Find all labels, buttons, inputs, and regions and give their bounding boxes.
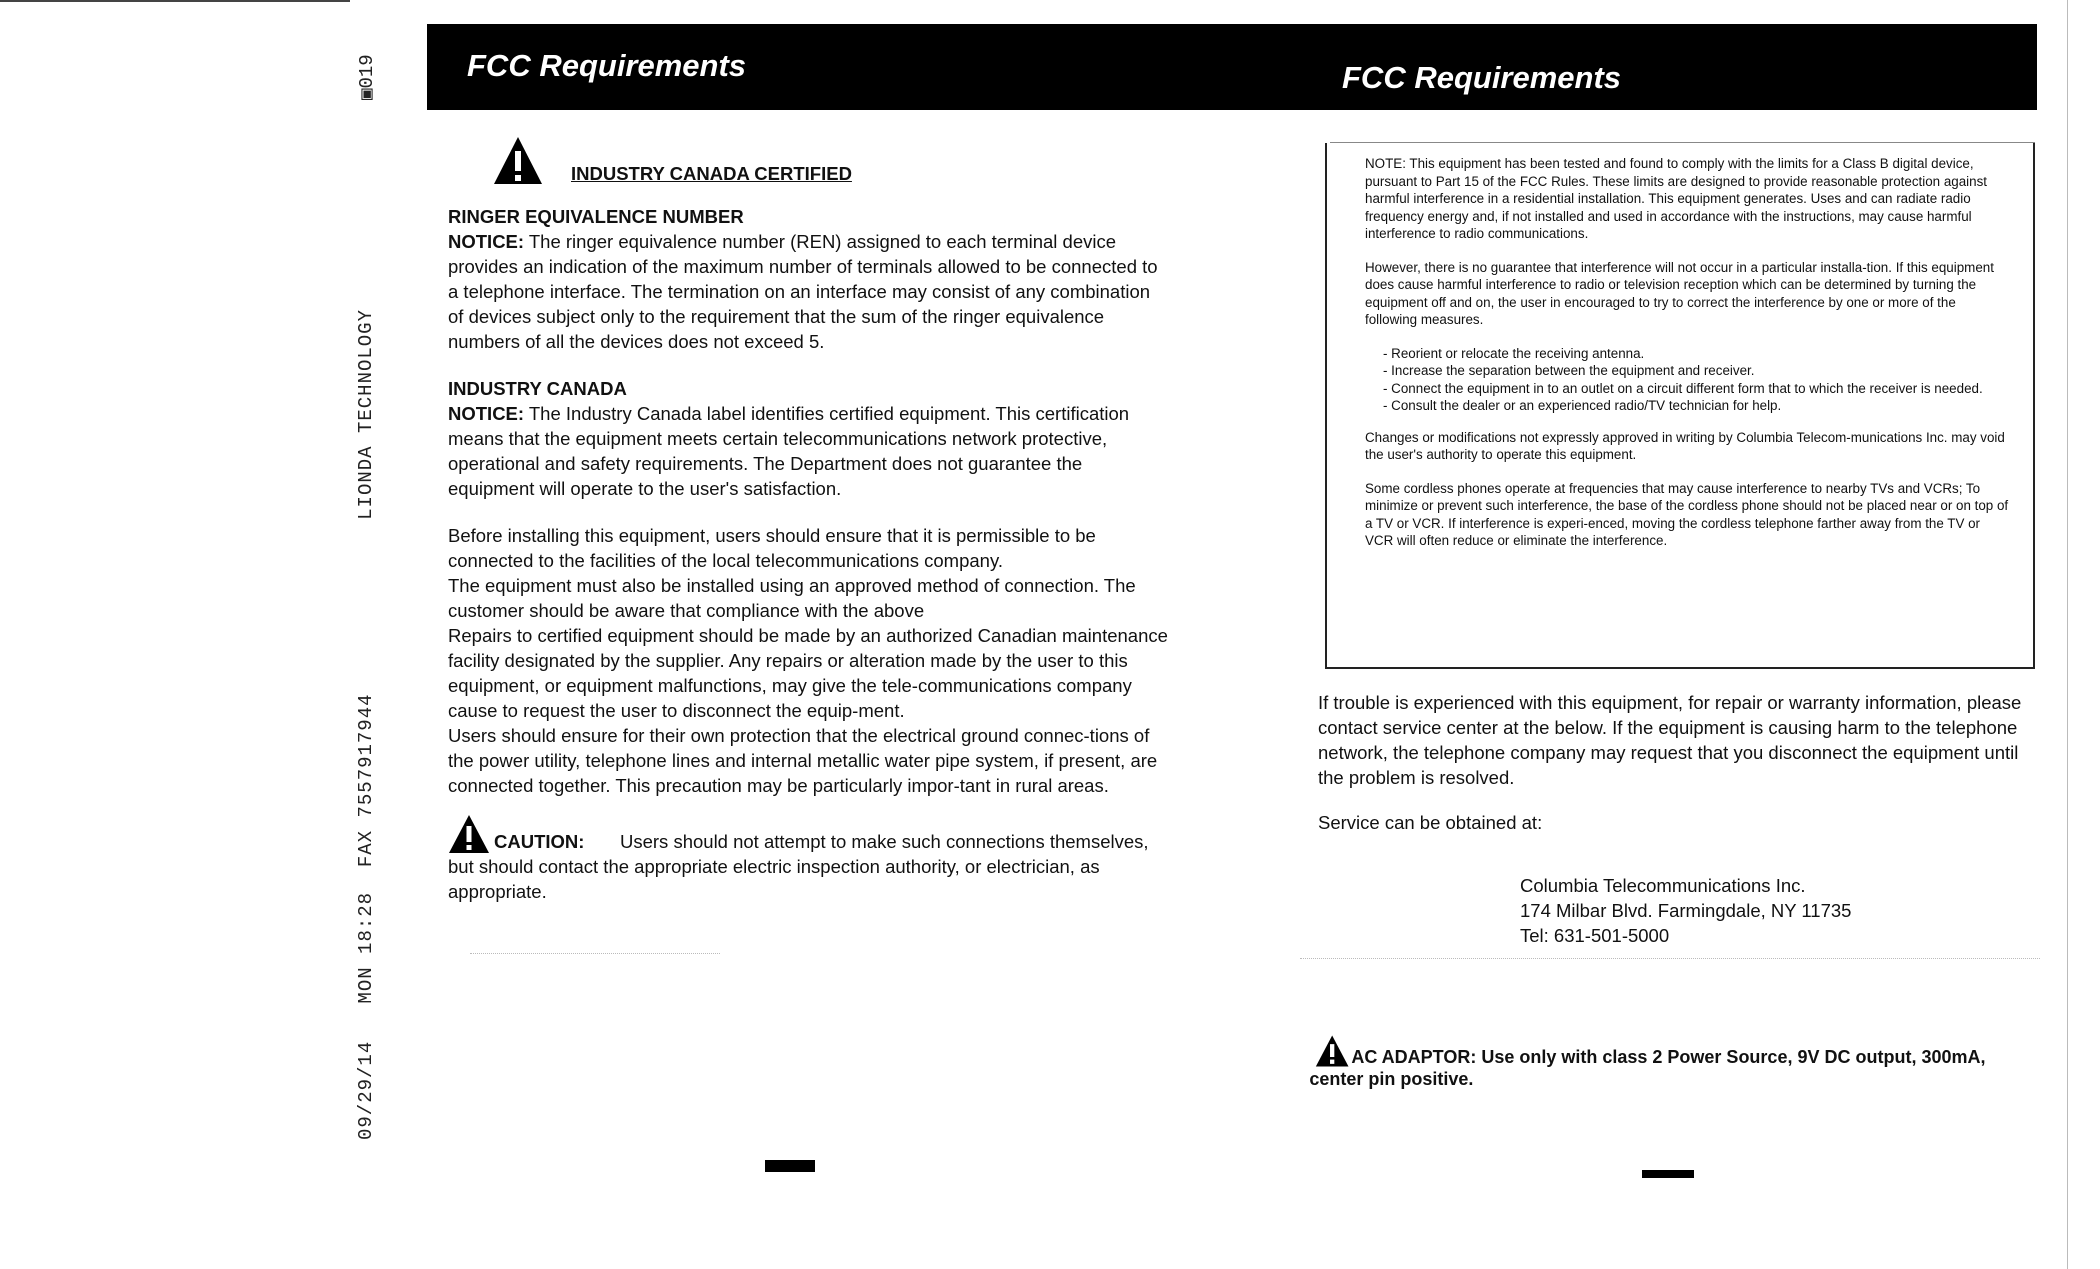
scan-right-edge [2067, 0, 2068, 1269]
fax-page-icon: ▣ [356, 88, 378, 100]
scan-top-line [0, 0, 350, 2]
left-page-title: FCC Requirements [467, 48, 747, 83]
fax-date: 09/29/14 [355, 1040, 377, 1140]
right-page-title: FCC Requirements [1342, 60, 1622, 95]
measure-item: - Connect the equipment in to an outlet on a circuit different form that to which the receiver is needed. [1383, 380, 1983, 396]
ic-notice-text: The Industry Canada label identifies certified equipment. This certification means that the equipment meets certain telecommunications network protective, operational and safety requirements. The Department does not guarantee the equipment will operate to the user's satisfaction. [448, 403, 1130, 499]
service-address [1520, 873, 1851, 948]
note-paragraph: NOTE: This equipment has been tested and found to comply with the limits for a Class B digital device, pursuant to Part 15 of the FCC Rules. These limits are designed to provide reasonable protection against harmful interference in a residential installation. This equipment generates. Uses and can radiate radio frequency energy and, if not installed and used in accordance with the instructions, may cause harmful interference to radio communications. [1365, 156, 1988, 241]
changes-paragraph: Changes or modifications not expressly approved in writing by Columbia Telecom-munications Inc. may void the user's authority to operate this equipment. [1365, 429, 2005, 462]
fax-company: LIONDA TECHNOLOGY [355, 309, 377, 520]
warning-icon [493, 136, 543, 186]
ground-paragraph: Users should ensure for their own protection that the electrical ground connec-tions of the power utility, telephone lines and internal metallic water pipe system, if present, are connected together. This precaution may be particularly impor-tant in rural areas. [448, 725, 1158, 796]
method-paragraph: The equipment must also be installed using an approved method of connection. The customer should be aware that compliance with the above [448, 575, 1136, 621]
fax-header-strip [355, 20, 391, 1140]
ren-notice-text: The ringer equivalence number (REN) assigned to each terminal device provides an indication of the maximum number of terminals allowed to be connected to a telephone interface. The termination on an interface may consist of any combination of devices subject only to the requirement that the sum of the ringer equivalence numbers of all the devices does not exceed 5. [448, 231, 1158, 352]
cert-heading-row [493, 130, 1168, 186]
install-paragraph: Before installing this equipment, users should ensure that it is permissible to be connected to the facilities of the local telecommunications company. [448, 525, 1096, 571]
header-bar [427, 24, 2037, 110]
ic-heading: INDUSTRY CANADA [448, 378, 627, 399]
measure-item: - Increase the separation between the equipment and receiver. [1383, 363, 1755, 378]
service-paragraph: Service can be obtained at: [1318, 812, 1543, 833]
address-street: 174 Milbar Blvd. Farmingdale, NY 11735 [1520, 900, 1852, 921]
left-page-number-bar [765, 1160, 815, 1172]
measures-list [1383, 345, 2011, 415]
caution-warning-icon [448, 814, 490, 854]
right-page-number-bar [1642, 1170, 1694, 1178]
measure-item: - Reorient or relocate the receiving antenna. [1383, 345, 1645, 361]
fax-time: MON 18:28 [355, 891, 377, 1004]
fcc-notice-box [1325, 143, 2035, 669]
fax-page-number [355, 20, 385, 100]
address-tel: Tel: 631-501-5000 [1520, 925, 1670, 946]
ren-notice-label: NOTICE: [448, 231, 525, 252]
measure-item: - Consult the dealer or an experienced radio/TV technician for help. [1383, 398, 1782, 413]
address-company: Columbia Telecommunications Inc. [1520, 875, 1806, 896]
fax-page-text: 019 [356, 54, 378, 89]
ac-adaptor-text: AC ADAPTOR: Use only with class 2 Power Source, 9V DC output, 300mA, center pin positive. [1309, 1047, 1986, 1089]
scan-noise [1300, 958, 2040, 960]
fax-number: FAX 7557917944 [355, 693, 377, 868]
left-page-body [448, 130, 1168, 904]
trouble-paragraph: If trouble is experienced with this equipment, for repair or warranty information, please contact service center at the below. If the equipment is causing harm to the telephone network, the telephone company may request that you disconnect the equipment until the problem is resolved. [1318, 692, 2022, 788]
ic-notice-label: NOTICE: [448, 403, 525, 424]
ac-adaptor-row [1309, 1032, 2035, 1090]
ren-notice [448, 229, 1168, 354]
ic-notice [448, 401, 1168, 501]
ren-heading: RINGER EQUIVALENCE NUMBER [448, 206, 744, 227]
caution-text: Users should not attempt to make such connections themselves, but should contact the appropriate electric inspection authority, or electrician, as appropriate. [448, 831, 1149, 902]
scan-noise [470, 953, 720, 955]
however-paragraph: However, there is no guarantee that interference will not occur in a particular installa-tion. If this equipment does cause harmful interference to radio or television reception which can be determined by turning the equipment off and on, the user in encouraged to try to correct the interference by one or more of the following measures. [1365, 259, 1994, 327]
right-page-body [1318, 690, 2038, 835]
caution-label: CAUTION: [494, 831, 585, 852]
repairs-paragraph: Repairs to certified equipment should be made by an authorized Canadian maintenance facility designated by the supplier. Any repairs or alteration made by the user to this equipment, or equipment malfunctions, may give the tele-communications company cause to request the user to disconnect the equip-ment. [448, 625, 1168, 721]
cordless-paragraph: Some cordless phones operate at frequencies that may cause interference to nearby TVs and VCRs; To minimize or prevent such interference, the base of the cordless phone should not be placed near or on top of a TV or VCR. If interference is experi-enced, moving the cordless telephone farther away from the TV or VCR will often reduce or eliminate the interference. [1365, 480, 2009, 548]
cert-heading: INDUSTRY CANADA CERTIFIED [571, 163, 852, 184]
